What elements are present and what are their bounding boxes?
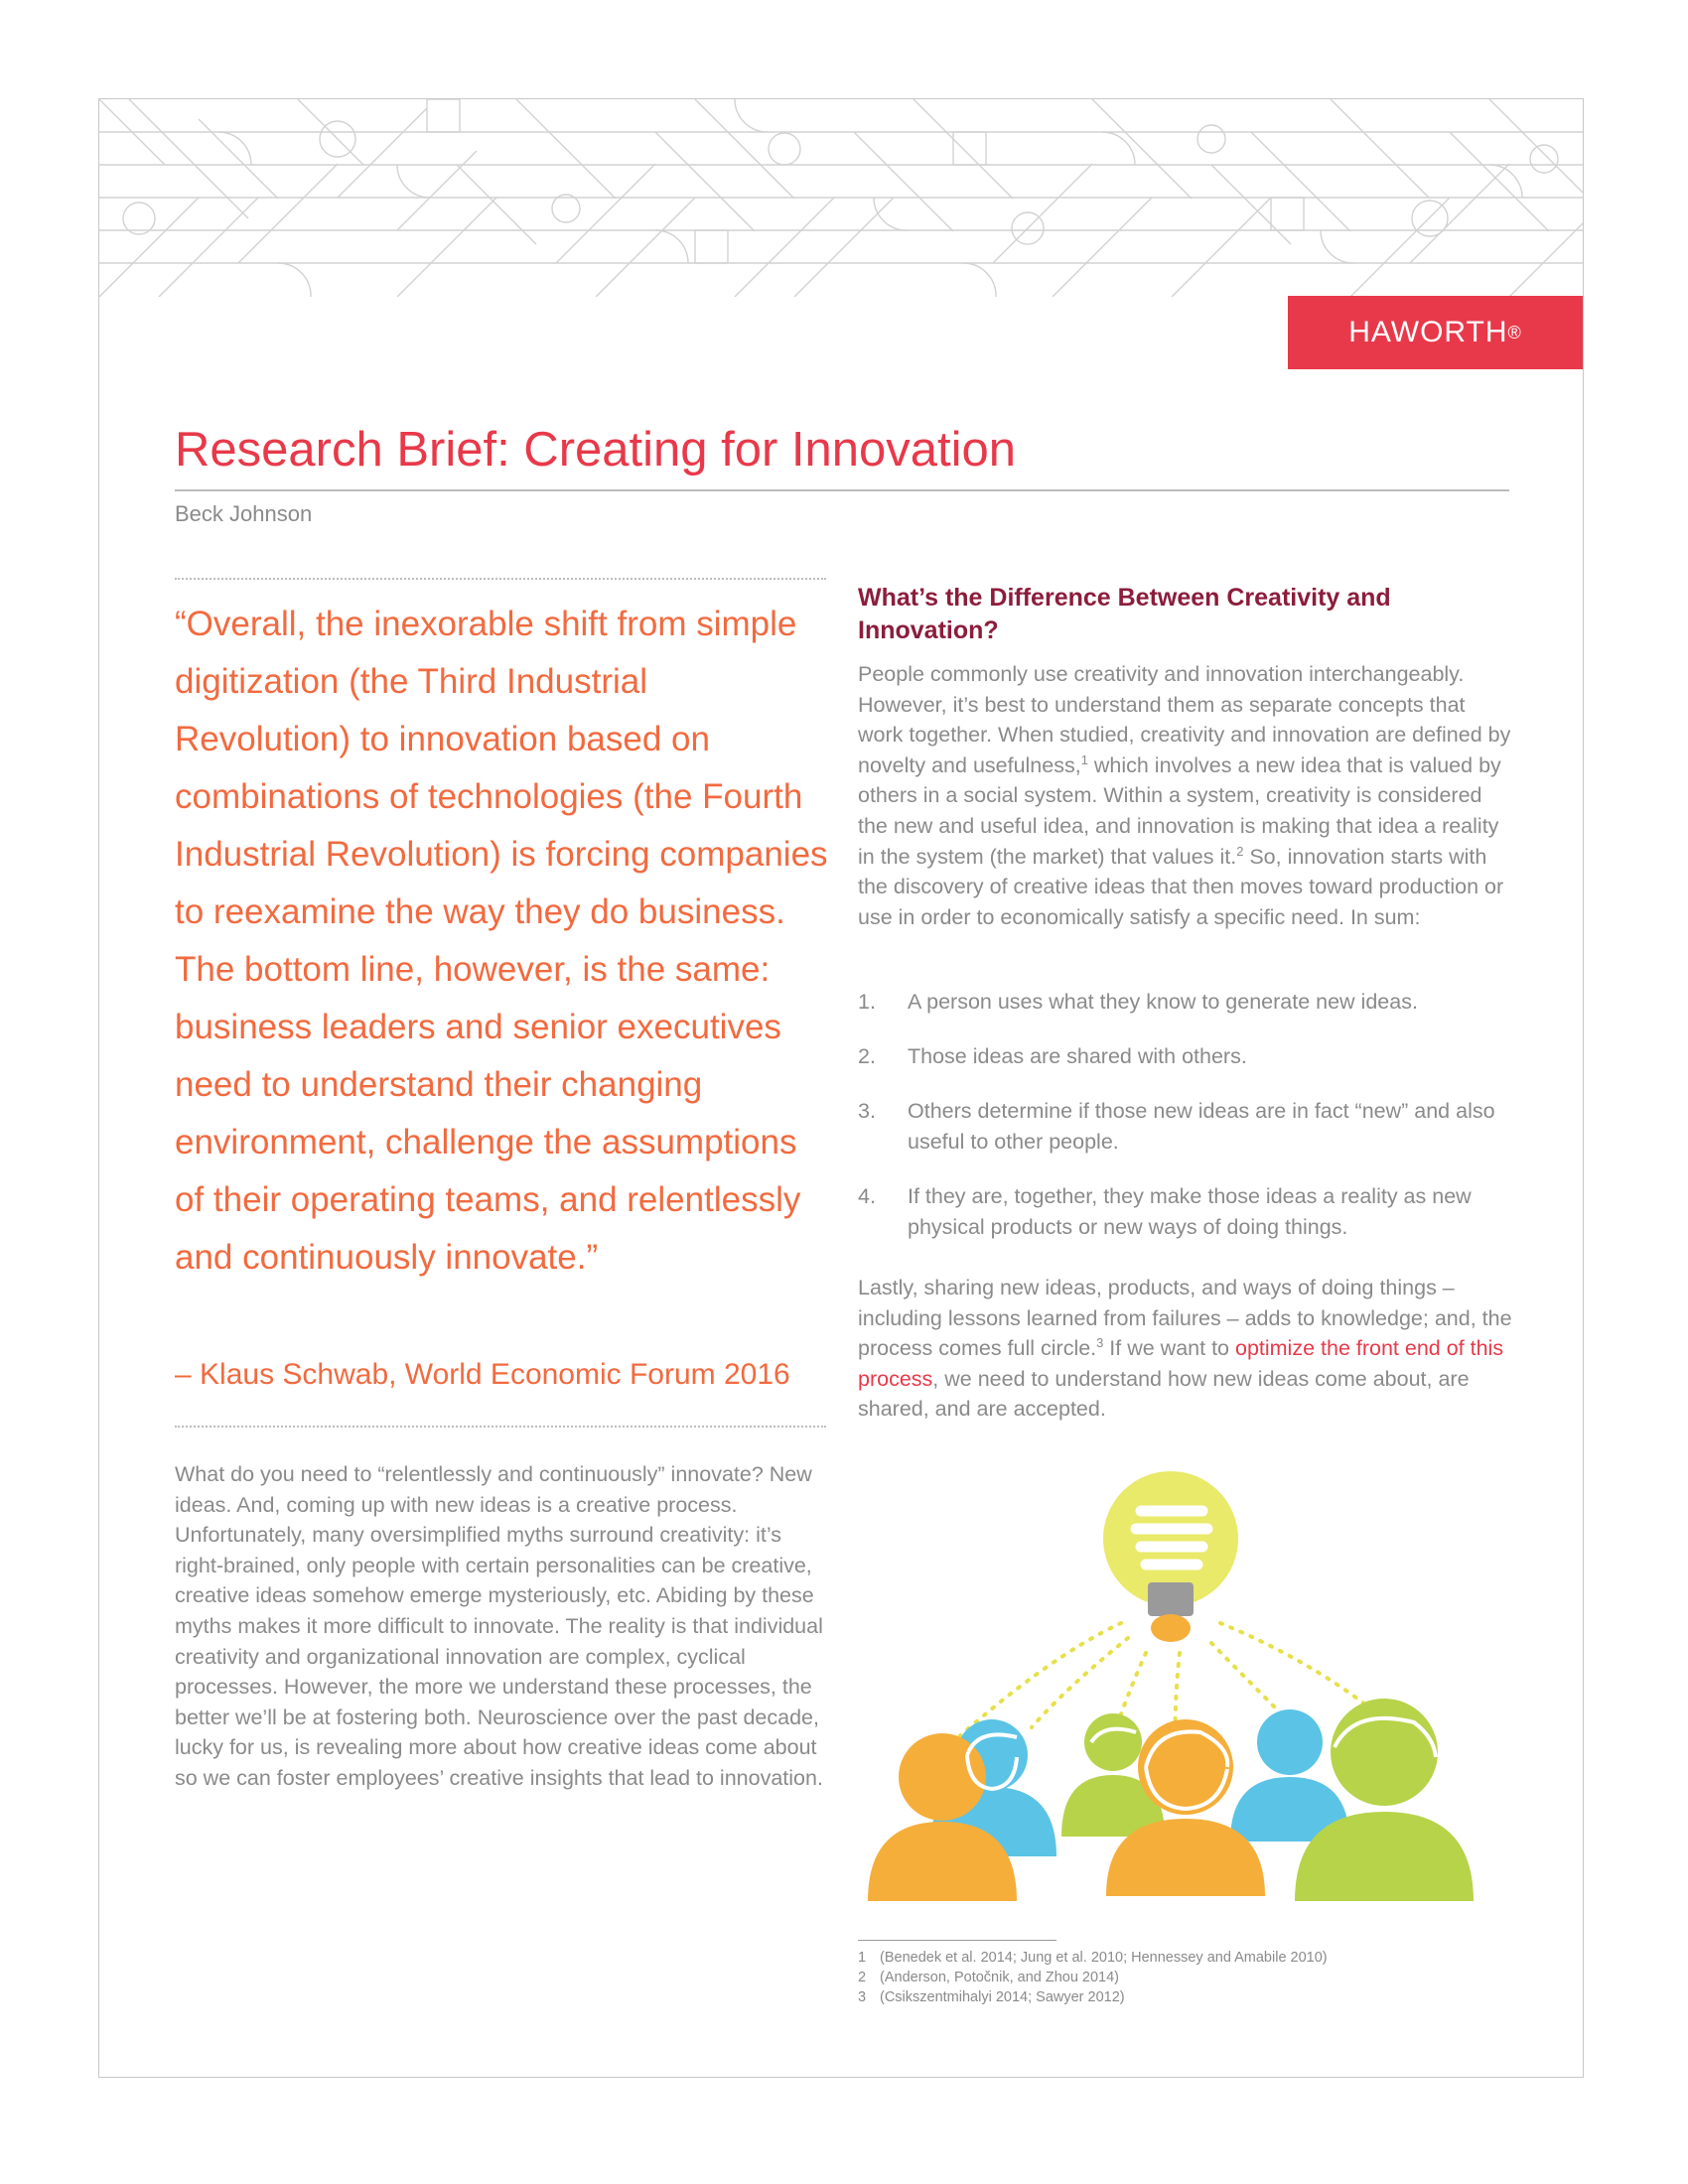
quote-attribution: – Klaus Schwab, World Economic Forum 2016 bbox=[175, 1358, 790, 1391]
title-divider bbox=[175, 489, 1509, 491]
list-item bbox=[858, 987, 1513, 1018]
list-item-text: Those ideas are shared with others. bbox=[908, 1044, 1247, 1068]
closing-text-3: , we need to understand how new ideas come about, are shared, and are accepted. bbox=[858, 1366, 1470, 1422]
footnote bbox=[858, 1987, 1328, 2007]
logo-text: HAWORTH bbox=[1348, 316, 1508, 348]
footnote bbox=[858, 1948, 1328, 1968]
footnote-number: 3 bbox=[858, 1989, 867, 2005]
pull-quote: “Overall, the inexorable shift from simple digitization (the Third Industrial Revolution) to innovation based on combinations of technologies (the Fourth Industrial Revolution) is forcing companies to reexamine the way they do business. The bottom line, however, is the same: business leaders and senior executives need to understand their changing environment, challenge the assumptions of their operating teams, and relentlessly and continuously innovate.” bbox=[175, 605, 828, 1277]
list-item-number: 2. bbox=[858, 1044, 876, 1068]
definition-text-3: So, innovation starts with the discovery of creative ideas that then moves toward production or use in order to economically satisfy a specific need. In sum: bbox=[858, 844, 1504, 929]
list-item-text: Others determine if those new ideas are in fact “new” and also useful to other people. bbox=[908, 1099, 1495, 1154]
list-item bbox=[858, 1096, 1513, 1158]
footnote-text: (Csikszentmihalyi 2014; Sawyer 2012) bbox=[880, 1989, 1125, 2005]
footnote-number: 2 bbox=[858, 1970, 867, 1985]
footnote bbox=[858, 1968, 1328, 1987]
section-heading: What’s the Difference Between Creativity and Innovation? bbox=[858, 584, 1391, 644]
definition-paragraph bbox=[858, 659, 1513, 932]
closing-text-1: Lastly, sharing new ideas, products, and ways of doing things – including lessons learned from failures – adds to knowledge; and, the process comes full circle. bbox=[858, 1276, 1512, 1361]
list-item-text: A person uses what they know to generate new ideas. bbox=[908, 990, 1418, 1014]
footnote-divider bbox=[858, 1940, 1056, 1941]
footnote-ref-1: 1 bbox=[1080, 751, 1088, 767]
optimize-process-link[interactable]: optimize the front end of this process bbox=[858, 1336, 1504, 1391]
closing-paragraph bbox=[858, 1273, 1513, 1425]
process-steps-list bbox=[858, 987, 1513, 1243]
closing-text-2: If we want to bbox=[1103, 1336, 1235, 1361]
geometric-pattern-banner bbox=[99, 99, 1583, 297]
list-item-number: 3. bbox=[858, 1099, 876, 1123]
footnote-text: (Benedek et al. 2014; Jung et al. 2010; Hennessey and Amabile 2010) bbox=[880, 1950, 1328, 1966]
footnote-ref-3: 3 bbox=[1096, 1335, 1104, 1351]
footnote-ref-2: 2 bbox=[1236, 843, 1244, 859]
haworth-logo: HAWORTH ® bbox=[1288, 296, 1583, 369]
lightbulb-people-icon bbox=[858, 1459, 1523, 1901]
page-title: Research Brief: Creating for Innovation bbox=[175, 423, 1017, 477]
quote-bottom-divider bbox=[175, 1426, 826, 1428]
definition-text-1: People commonly use creativity and innovation interchangeably. However, it’s best to understand them as separate concepts that work together. When studied, creativity and innovation are defined by novelty and usefulness, bbox=[858, 662, 1511, 777]
list-item-number: 4. bbox=[858, 1184, 876, 1208]
author-name: Beck Johnson bbox=[175, 501, 313, 526]
list-item bbox=[858, 1041, 1513, 1072]
quote-top-divider bbox=[175, 578, 826, 580]
list-item bbox=[858, 1181, 1513, 1243]
footnotes bbox=[858, 1948, 1328, 2007]
list-item-number: 1. bbox=[858, 990, 876, 1014]
footnote-number: 1 bbox=[858, 1950, 867, 1966]
footnote-text: (Anderson, Potočnik, and Zhou 2014) bbox=[880, 1970, 1120, 1985]
list-item-text: If they are, together, they make those ideas a reality as new physical products or new ways of doing things. bbox=[908, 1184, 1472, 1239]
definition-text-2: which involves a new idea that is valued by others in a social system. Within a system, creativity is considered the new and useful idea, and innovation is making that idea a reality in the system (the market) that values it. bbox=[858, 752, 1501, 869]
intro-paragraph: What do you need to “relentlessly and continuously” innovate? New ideas. And, coming up with new ideas is a creative process. Unfortunately, many oversimplified myths surround creativity: it’s right-brained, only people with certain personalities can be creative, creative ideas somehow emerge mysteriously, etc. Abiding by these myths makes it more difficult to innovate. The reality is that individual creativity and organizational innovation are complex, cyclical processes. However, the more we understand these processes, the better we’ll be at fostering both. Neuroscience over the past decade, lucky for us, is revealing more about how creative ideas come about so we can foster employees’ creative insights that lead to innovation. bbox=[175, 1462, 823, 1790]
